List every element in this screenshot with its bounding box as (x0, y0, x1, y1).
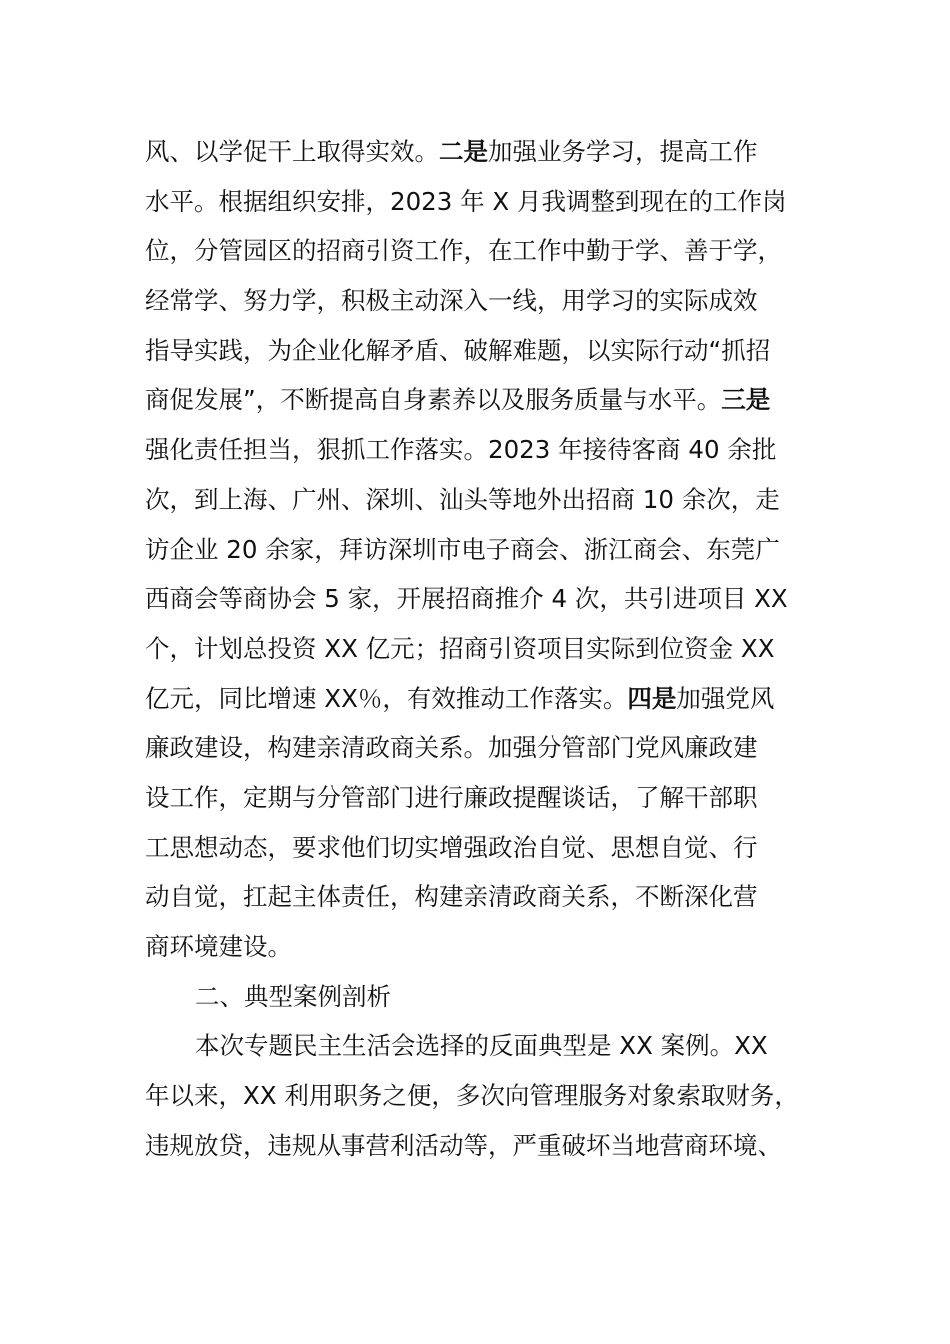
text-line (145, 226, 835, 276)
text-line (145, 375, 835, 425)
text-line (145, 525, 835, 575)
text-segment: 西商会等商协会 5 家，开展招商推介 4 次，共引进项目 XX (145, 584, 788, 614)
bold-keyword: 四是 (627, 683, 677, 713)
text-line (145, 177, 835, 227)
text-line (145, 574, 835, 624)
text-segment: 本次专题民主生活会选择的反面典型是 XX 案例。XX (195, 1031, 768, 1061)
text-line (145, 276, 835, 326)
text-line (145, 1021, 835, 1071)
text-segment: 个，计划总投资 XX 亿元；招商引资项目实际到位资金 XX (145, 633, 775, 663)
text-segment: 指导实践，为企业化解矛盾、破解难题，以实际行动“抓招 (145, 335, 771, 365)
text-line (145, 1121, 835, 1171)
text-segment: 强化责任担当，狠抓工作落实。2023 年接待客商 40 余批 (145, 435, 777, 465)
text-line (145, 326, 835, 376)
text-line (145, 1071, 835, 1121)
text-segment: 亿元，同比增速 XX％，有效推动工作落实。 (145, 683, 628, 713)
text-segment: 年以来，XX 利用职务之便，多次向管理服务对象索取财务， (145, 1081, 799, 1111)
text-segment: 违规放贷，违规从事营利活动等，严重破坏当地营商环境、 (145, 1130, 782, 1160)
text-segment: 动自觉，扛起主体责任，构建亲清政商关系，不断深化营 (145, 882, 758, 912)
text-segment: 风、以学促干上取得实效。 (145, 137, 439, 166)
text-line (145, 823, 835, 873)
text-segment: 工思想动态，要求他们切实增强政治自觉、思想自觉、行 (145, 832, 758, 862)
bold-keyword: 二是 (439, 137, 488, 166)
text-line (145, 723, 835, 773)
text-line (145, 922, 835, 972)
text-line (145, 425, 835, 475)
text-line (145, 773, 835, 823)
text-segment: 二、典型案例剖析 (195, 981, 391, 1011)
text-segment: 位，分管园区的招商引资工作，在工作中勤于学、善于学， (145, 236, 782, 266)
text-line (145, 972, 835, 1022)
text-segment: 商促发展”，不断提高自身素养以及服务质量与水平。 (145, 385, 722, 415)
text-segment: 设工作，定期与分管部门进行廉政提醒谈话，了解干部职 (145, 782, 758, 812)
text-segment: 访企业 20 余家，拜访深圳市电子商会、浙江商会、东莞广 (145, 534, 780, 564)
text-segment: 水平。根据组织安排，2023 年 X 月我调整到现在的工作岗 (145, 186, 787, 216)
bold-keyword: 三是 (721, 385, 771, 415)
text-line (145, 674, 835, 724)
body-text (145, 127, 835, 1170)
text-line (145, 872, 835, 922)
text-segment: 商环境建设。 (145, 932, 292, 961)
text-segment: 加强党风 (676, 683, 775, 713)
text-line (145, 624, 835, 674)
text-segment: 加强业务学习，提高工作 (488, 137, 758, 166)
text-line (145, 127, 835, 177)
text-segment: 经常学、努力学，积极主动深入一线，用学习的实际成效 (145, 286, 758, 316)
text-segment: 次，到上海、广州、深圳、汕头等地外出招商 10 余次，走 (145, 484, 780, 514)
text-line (145, 475, 835, 525)
text-segment: 廉政建设，构建亲清政商关系。加强分管部门党风廉政建 (145, 733, 758, 763)
